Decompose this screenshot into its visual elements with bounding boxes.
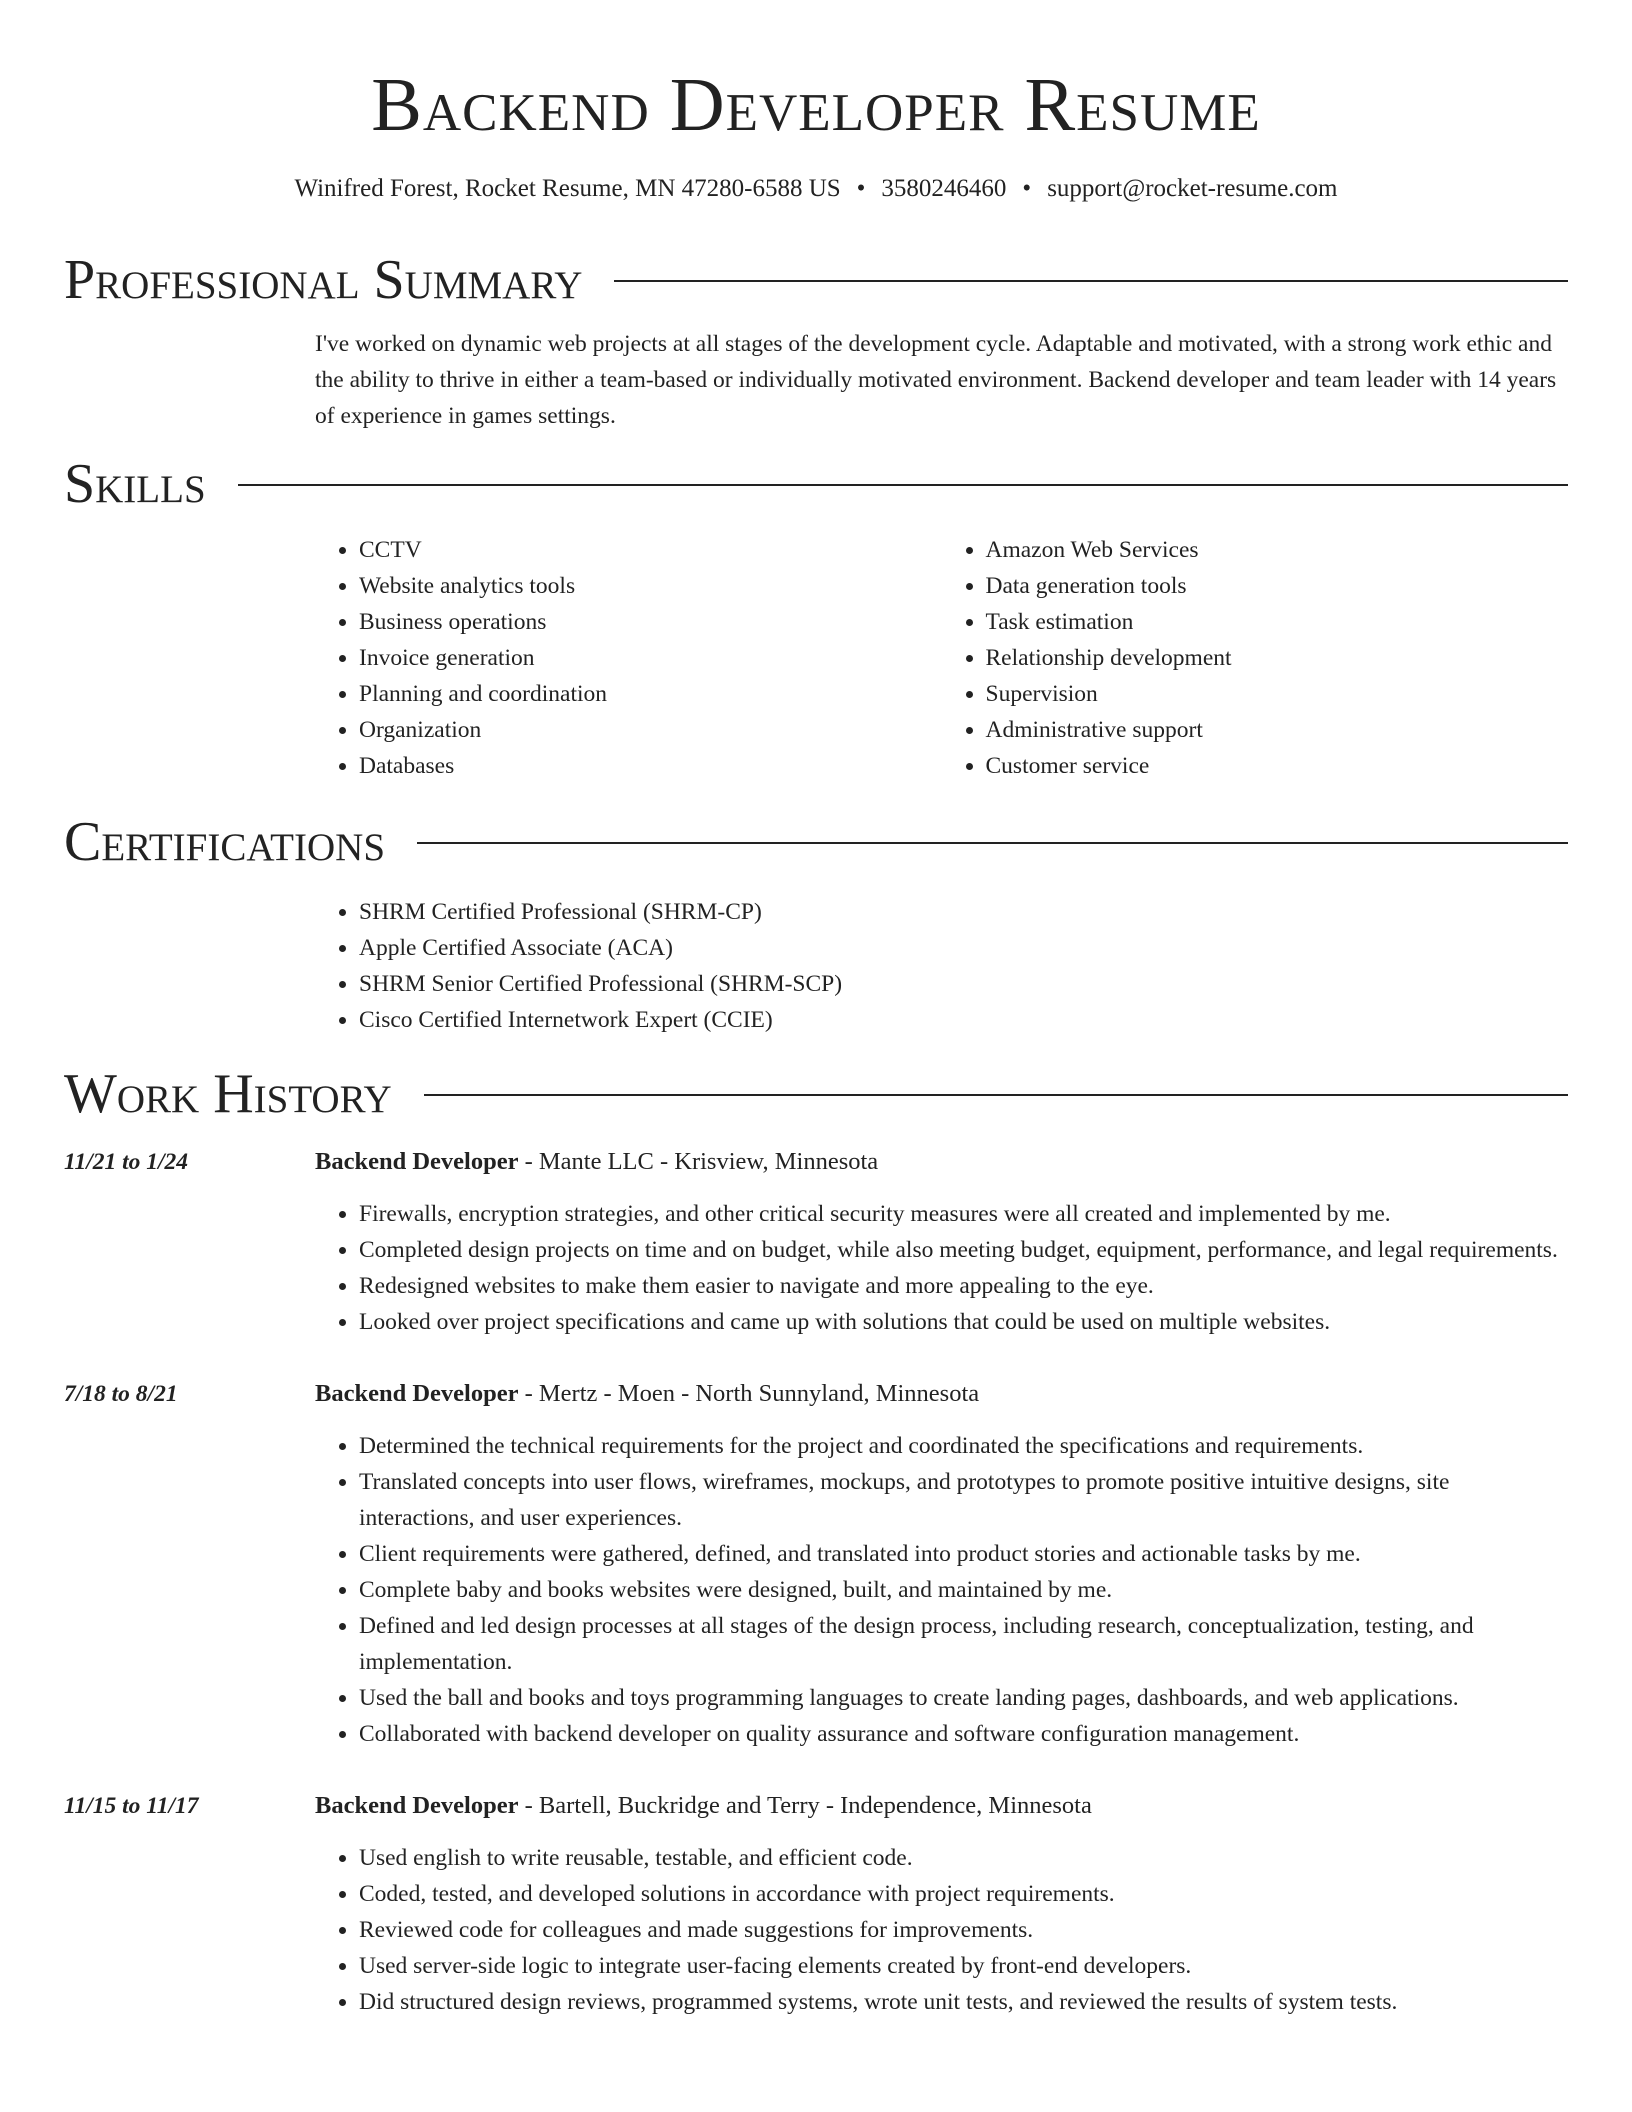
work-section-header bbox=[64, 1062, 1568, 1126]
job-employer: - Mertz - Moen - North Sunnyland, Minnesota bbox=[518, 1380, 980, 1407]
job-bullet: • Redesigned websites to make them easier to navigate and more appealing to the eye. bbox=[359, 1268, 1568, 1304]
skills-column-left bbox=[315, 532, 942, 784]
job-dates: 11/15 to 11/17 bbox=[64, 1793, 199, 1819]
certification-item: • SHRM Certified Professional (SHRM-CP) bbox=[359, 894, 1568, 930]
job-dates: 7/18 to 8/21 bbox=[64, 1381, 178, 1407]
contact-address: Winifred Forest, Rocket Resume, MN 47280-6588 US bbox=[294, 175, 841, 202]
certifications-section-header bbox=[64, 810, 1568, 874]
contact-phone: 3580246460 bbox=[881, 175, 1007, 202]
skill-item: • Business operations bbox=[359, 604, 942, 640]
certifications-body bbox=[315, 894, 1568, 1038]
skill-item: • Task estimation bbox=[986, 604, 1569, 640]
job-bullet: • Coded, tested, and developed solutions in accordance with project requirements. bbox=[359, 1876, 1568, 1912]
skill-item: • Data generation tools bbox=[986, 568, 1569, 604]
job-bullet: • Completed design projects on time and on budget, while also meeting budget, equipment, performance, and legal requirements. bbox=[359, 1232, 1568, 1268]
job-bullet: • Determined the technical requirements for the project and coordinated the specifications and requirements. bbox=[359, 1428, 1568, 1464]
job-bullet: • Used server-side logic to integrate user-facing elements created by front-end developers. bbox=[359, 1948, 1568, 1984]
section-divider bbox=[238, 484, 1568, 486]
resume-title: Backend Developer Resume bbox=[371, 63, 1261, 147]
skills-grid bbox=[315, 532, 1568, 784]
job-dates: 11/21 to 1/24 bbox=[64, 1149, 189, 1175]
skill-item: • Invoice generation bbox=[359, 640, 942, 676]
skills-body bbox=[315, 532, 1568, 784]
job-bullet-list bbox=[315, 1840, 1568, 2020]
contact-email: support@rocket-resume.com bbox=[1047, 175, 1338, 202]
job-title-line bbox=[315, 1144, 1568, 1180]
skill-item: • Amazon Web Services bbox=[986, 532, 1569, 568]
skill-item: • Planning and coordination bbox=[359, 676, 942, 712]
job-entry bbox=[64, 1788, 1568, 2020]
skill-item: • Supervision bbox=[986, 676, 1569, 712]
job-details bbox=[315, 1788, 1568, 2020]
job-employer: - Mante LLC - Krisview, Minnesota bbox=[518, 1148, 879, 1175]
contact-separator: • bbox=[856, 175, 866, 202]
contact-separator: • bbox=[1022, 175, 1032, 202]
job-bullet: • Reviewed code for colleagues and made suggestions for improvements. bbox=[359, 1912, 1568, 1948]
summary-body bbox=[315, 326, 1568, 434]
section-divider bbox=[417, 842, 1568, 844]
skill-item: • Administrative support bbox=[986, 712, 1569, 748]
certification-item: • Apple Certified Associate (ACA) bbox=[359, 930, 1568, 966]
section-divider bbox=[424, 1094, 1568, 1096]
section-divider bbox=[614, 280, 1568, 282]
summary-section-header bbox=[64, 248, 1568, 312]
job-title-line bbox=[315, 1788, 1568, 1824]
contact-line bbox=[64, 172, 1568, 206]
job-entry bbox=[64, 1144, 1568, 1340]
certifications-heading: Certifications bbox=[64, 811, 386, 873]
skills-heading: Skills bbox=[64, 453, 206, 515]
skill-item: • Organization bbox=[359, 712, 942, 748]
job-role: Backend Developer bbox=[315, 1380, 519, 1407]
skill-item: • Relationship development bbox=[986, 640, 1569, 676]
resume-page bbox=[64, 0, 1568, 2020]
certification-item: • Cisco Certified Internetwork Expert (CCIE) bbox=[359, 1002, 1568, 1038]
job-bullet: • Translated concepts into user flows, wireframes, mockups, and prototypes to promote positive intuitive designs, site interactions, and user experiences. bbox=[359, 1464, 1568, 1536]
job-bullet: • Client requirements were gathered, defined, and translated into product stories and actionable tasks by me. bbox=[359, 1536, 1568, 1572]
job-bullet: • Firewalls, encryption strategies, and other critical security measures were all created and implemented by me. bbox=[359, 1196, 1568, 1232]
job-bullet: • Looked over project specifications and came up with solutions that could be used on multiple websites. bbox=[359, 1304, 1568, 1340]
skill-item: • Customer service bbox=[986, 748, 1569, 784]
work-heading: Work History bbox=[64, 1063, 392, 1125]
skills-section-header bbox=[64, 452, 1568, 516]
summary-text: I've worked on dynamic web projects at all stages of the development cycle. Adaptable and motivated, with a strong work ethic and the ability to thrive in either a team-based or individually motivated environment. Backend developer and team leader with 14 years of experience in games settings. bbox=[315, 331, 1557, 429]
skill-item: • CCTV bbox=[359, 532, 942, 568]
job-bullet-list bbox=[315, 1196, 1568, 1340]
job-employer: - Bartell, Buckridge and Terry - Independence, Minnesota bbox=[518, 1792, 1092, 1819]
skill-item: • Databases bbox=[359, 748, 942, 784]
skill-item: • Website analytics tools bbox=[359, 568, 942, 604]
job-bullet: • Used the ball and books and toys programming languages to create landing pages, dashboards, and web applications. bbox=[359, 1680, 1568, 1716]
job-details bbox=[315, 1376, 1568, 1752]
job-role: Backend Developer bbox=[315, 1148, 519, 1175]
job-bullet: • Complete baby and books websites were designed, built, and maintained by me. bbox=[359, 1572, 1568, 1608]
summary-heading: Professional Summary bbox=[64, 249, 583, 311]
job-title-line bbox=[315, 1376, 1568, 1412]
skills-column-right bbox=[942, 532, 1569, 784]
certifications-list bbox=[315, 894, 1568, 1038]
job-role: Backend Developer bbox=[315, 1792, 519, 1819]
job-bullet: • Used english to write reusable, testable, and efficient code. bbox=[359, 1840, 1568, 1876]
job-bullet: • Collaborated with backend developer on quality assurance and software configuration management. bbox=[359, 1716, 1568, 1752]
job-bullet: • Defined and led design processes at all stages of the design process, including research, conceptualization, testing, and implementation. bbox=[359, 1608, 1568, 1680]
job-bullet: • Did structured design reviews, programmed systems, wrote unit tests, and reviewed the results of system tests. bbox=[359, 1984, 1568, 2020]
job-entry bbox=[64, 1376, 1568, 1752]
job-details bbox=[315, 1144, 1568, 1340]
job-bullet-list bbox=[315, 1428, 1568, 1752]
work-history-list bbox=[64, 1144, 1568, 2020]
certification-item: • SHRM Senior Certified Professional (SHRM-SCP) bbox=[359, 966, 1568, 1002]
